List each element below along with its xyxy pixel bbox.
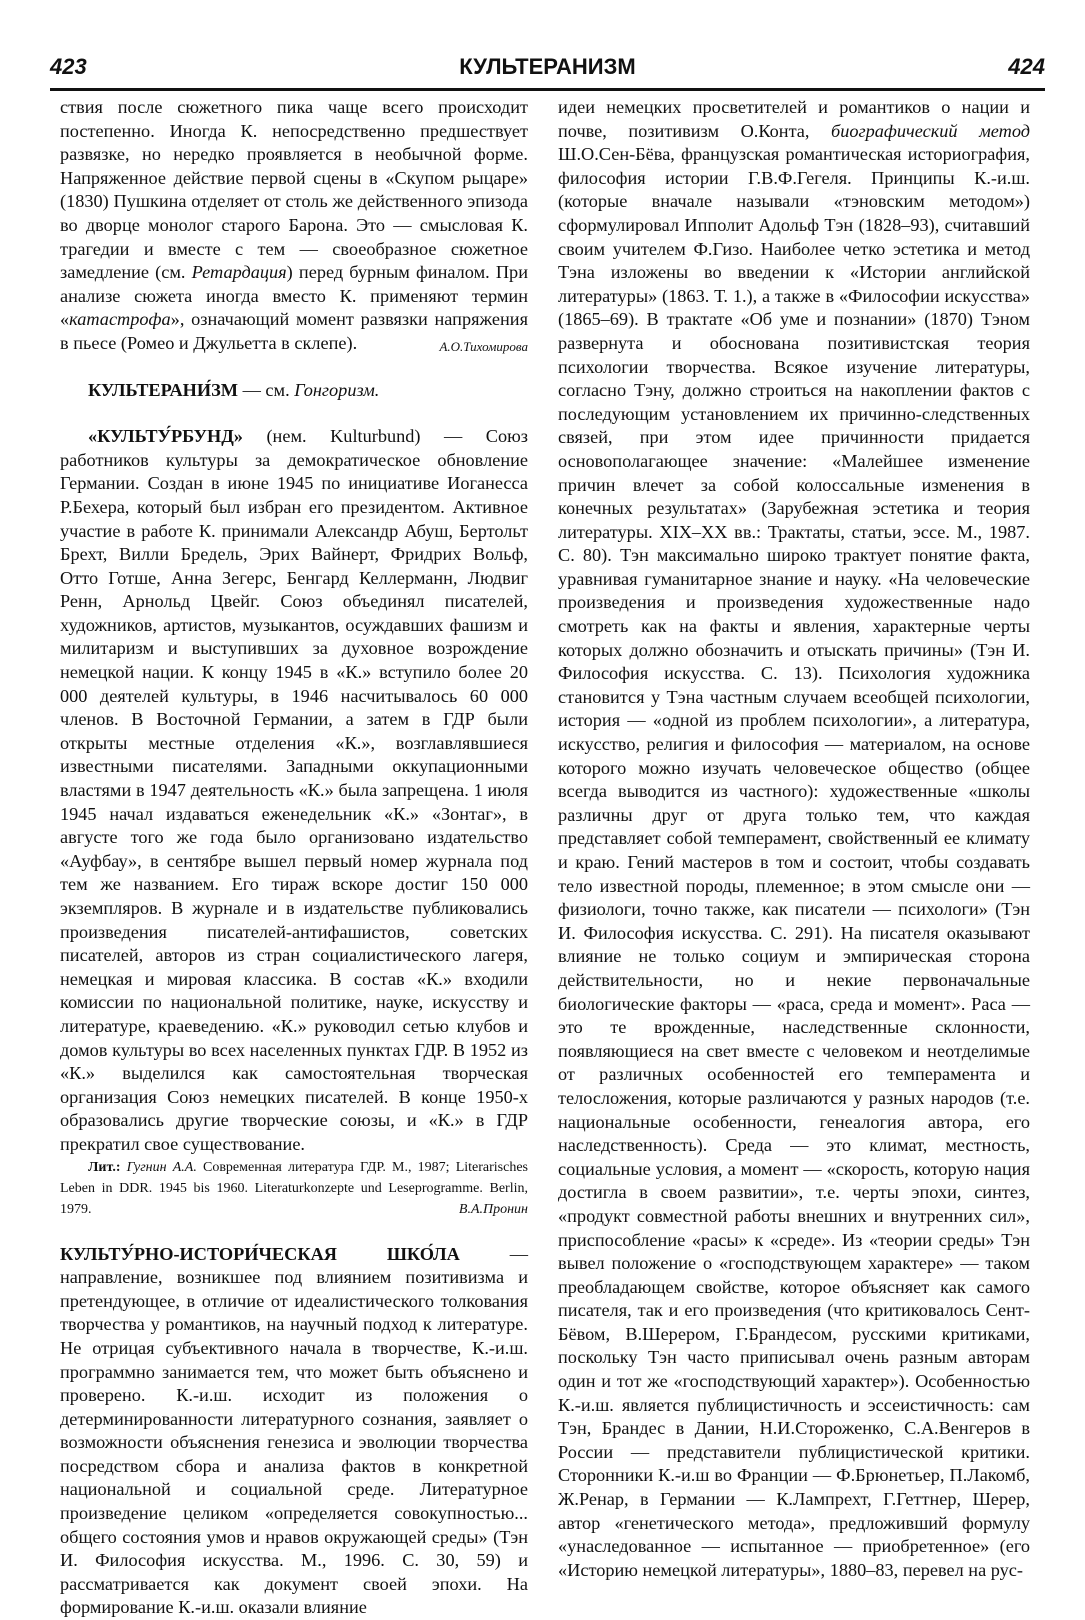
- entry-culteranismo: КУЛЬТЕРАНИ́ЗМ — см. Гонгоризм.: [88, 379, 380, 400]
- entry-term: КУЛЬТУ́РНО-ИСТОРИ́ЧЕСКАЯ ШКО́ЛА: [60, 1243, 460, 1264]
- entry-continuation: ствия после сюжетного пика чаще всего происходит постепенно. Иногда К. непосредственно предшествует развязке, но нередко проявляется в необычной форме. Напряженное действие первой сцены в «Скупом рыцаре» (1830) Пушкина отделяет от столь же действенного эпизода во дворце монолог старого Барона. Это — смысловая К. трагедии и вместе с тем — своеобразное сюжетное замедление (см. Ретардация) перед бурным финалом. При анализе сюжета иногда вместо К. применяют термин «катастрофа», означающий момент развязки напряжения в пьесе (Ромео и Джульетта в склепе). А.О.Тихомирова: [60, 96, 528, 356]
- page-header: [50, 54, 1045, 86]
- header-rule: [50, 88, 1045, 91]
- right-column: [558, 96, 1030, 1582]
- page-number-left: 423: [50, 54, 87, 79]
- entry-term: КУЛЬТЕРАНИ́ЗМ: [88, 379, 238, 400]
- entry-term: «КУЛЬТУ́РБУНД»: [88, 426, 243, 447]
- page-number-right: 424: [1008, 54, 1045, 79]
- author-signature: В.А.Пронин: [458, 1201, 528, 1217]
- cross-reference: Гонгоризм.: [294, 379, 380, 400]
- left-column: [60, 96, 528, 1620]
- running-title: КУЛЬТЕРАНИЗМ: [459, 54, 636, 79]
- entry-cultural-historical-school: КУЛЬТУ́РНО-ИСТОРИ́ЧЕСКАЯ ШКО́ЛА — направление, возникшее под влиянием позитивизма и претендующее, в отличие от идеалистического толкования творчества у романтиков, на научный подход к литературе. Не отрицая субъективного начала в творчестве, К.-и.ш. программно занимается тем, что может быть объяснено и проверено. К.-и.ш. исходит из положения о детерминированности литературного сознания, заявляет о возможности объяснения генезиса и эволюции творчества посредством сбора и анализа фактов в конкретной национальной и социальной среде. Литературное произведение целиком «определяется совокупностью... общего состояния умов и нравов окружающей среды» (Тэн И. Философия искусства. М., 1996. С. 30, 59) и рассматривается как документ своей эпохи. На формирование К.-и.ш. оказали влияние: [60, 1243, 528, 1618]
- entry-continuation-right: идеи немецких просветителей и романтиков о нации и почве, позитивизм О.Конта, биографический метод Ш.О.Сен-Бёва, французская романтическая историография, философия истории Г.В.Ф.Гегеля. Принципы К.-и.ш. (которые вначале называли «тэновским методом») сформулировал Ипполит Адольф Тэн (1828–93), считавший своим учителем Ф.Гизо. Наиболее четко эстетика и метод Тэна изложены во введении к «Истории английской литературы» (1863. Т. 1.), а также в «Философии искусства» (1865–69). В трактате «Об уме и познании» (1870) Тэном развернута и обоснована позитивистская теория психологии творчества. Всякое изучение литературы, согласно Тэну, должно строиться на накоплении фактов с последующим установлением их причинно-следственных связей, при этом идее причинности придается основополагающее значение: «Малейшее изменение причин влечет за собой колоссальные изменения в конечных результатах» (Зарубежная эстетика и теория литературы. XIX–XX вв.: Трактаты, статьи, эссе. М., 1987. С. 80). Тэн максимально широко трактует понятие факта, уравнивая гуманитарное знание и науку. «На человеческие произведения и произведения художественные надо смотреть как на факты и явления, характерные черты которых должно обозначить и отыскать причины» (Тэн И. Философия искусства. С. 13). Психология художника становится у Тэна частным случаем всеобщей психологии, история — «одной из проблем психологии», а литература, искусство, религия и философия — материалом, на основе которого можно изучать человеческое общество (общее всегда выводится из частного): художественные «школы различны друг от друга только тем, что каждая представляет собой темперамент, свойственный ее климату и краю. Гений мастеров в том и состоит, чтобы создавать тело известной породы, племенное; в этом смысле они — физиологи, точно также, как писатели — психологи» (Тэн И. Философия искусства. С. 291). На писателя оказывают влияние не только социум и эмпирическая сторона действительности, но и некие первоначальные биологические факторы — «раса, среда и момент». Раса — это те врожденные, наследственные склонности, появляющиеся на свет вместе с человеком и неотделимые от различных особенностей его темперамента и телосложения, которые различаются у разных народов (т.е. национальные особенности, генеалогия автора, его наследственность). Среда — это климат, местность, социальные условия, а момент — «скорость, которую нация достигла в своем развитии», т.е. черты эпохи, синтез, «продукт совместной работы внешних и внутренних сил», приспособление «расы» к «среде». Из «теории среды» Тэн вывел положение о «господствующем характере» — таком преобладающем свойстве, которое объясняет как самого писателя, так и его произведения (что критиковалось Сент-Бёвом, В.Шерером, Г.Брандесом, русскими критиками, поскольку Тэн часто приписывал очень разным авторам один и тот же «господствующий характер»). Особенностью К.-и.ш. является публицистичность и эссеистичность: сам Тэн, Брандес в Дании, Н.И.Стороженко, С.А.Венгеров в России — представители публицистической критики. Сторонники К.-и.ш во Франции — Ф.Брюнетьер, П.Лакомб, Ж.Ренар, в Германии — К.Лампрехт, Г.Геттнер, Шерер, автор «генетического метода», предложивший формулу «унаследованное — испытанное — приобретенное» (его «Историю немецкой литературы», 1880–83, перевел на рус-: [558, 97, 1030, 1580]
- literature-references: Лит.: Гугнин А.А. Современная литература ГДР. М., 1987; Literarisches Leben in DDR. 1945 bis 1960. Literaturkonzepte und Leseprogramme. Berlin, 1979. В.А.Пронин: [60, 1157, 528, 1220]
- author-signature: А.О.Тихомирова: [439, 338, 528, 354]
- entry-kulturbund: «КУЛЬТУ́РБУНД» (нем. Kulturbund) — Союз работников культуры за демократическое обновление Германии. Создан в июне 1945 по инициативе Иоганесса Р.Бехера, который был избран его президентом. Активное участие в работе К. принимали Александр Абуш, Бертольт Брехт, Вилли Бредель, Эрих Вайнерт, Фридрих Вольф, Отто Готше, Анна Зегерс, Бенгард Келлерманн, Людвиг Ренн, Арнольд Цвейг. Союз объединял писателей, художников, артистов, музыкантов, осуждавших фашизм и милитаризм и выступивших за духовное возрождение немецкой нации. К концу 1945 в «К.» вступило более 20 000 деятелей культуры, в 1946 насчитывалось 60 000 членов. В Восточной Германии, а затем в ГДР были открыты местные отделения «К.», возглавлявшиеся известными писателями. Западными оккупационными властями в 1947 деятельность «К.» была запрещена. 1 июля 1945 начал издаваться еженедельник «К.» «Зонтаг», в августе того же года было организовано издательство «Ауфбау», в сентябре вышел первый номер журнала под тем же названием. Его тираж вскоре достиг 150 000 экземпляров. В журнале и в издательстве публиковались произведения писателей-антифашистов, советских писателей, авторов из стран социалистического лагеря, немецкая и мировая классика. В состав «К.» входили комиссии по национальной политике, науке, искусству и литературе, краеведению. «К.» руководил сетью клубов и домов культуры во всех населенных пунктах ГДР. В 1952 из «К.» выделился как самостоятельная творческая организация Союз немецких писателей. В конце 1950-х образовались другие творческие союзы, и «К.» в ГДР прекратил свое существование.: [60, 426, 528, 1154]
